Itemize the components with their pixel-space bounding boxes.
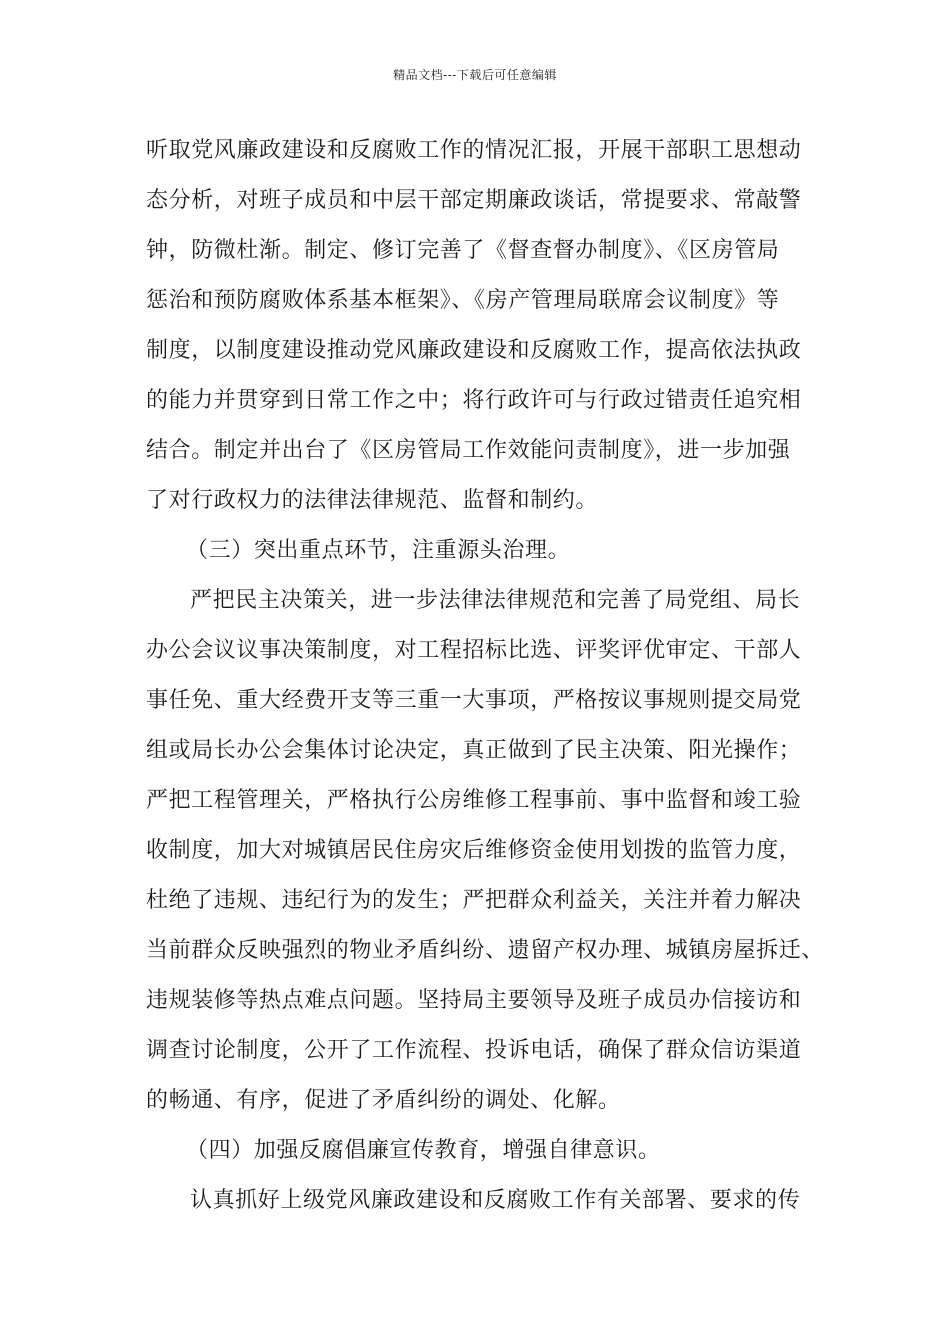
paragraph-line: 的畅通、有序，促进了矛盾纠纷的调处、化解。 bbox=[146, 1088, 621, 1113]
paragraph-line: 违规装修等热点难点问题。坚持局主要领导及班子成员办信接访和 bbox=[146, 988, 802, 1013]
paragraph-line: 结合。制定并出台了《区房管局工作效能问责制度》，进一步加强 bbox=[146, 438, 791, 463]
paragraph-line: 钟，防微杜渐。制定、修订完善了《督查督办制度》、《区房管局 bbox=[146, 238, 780, 263]
paragraph-line: 严把民主决策关，进一步法律法律规范和完善了局党组、局长 bbox=[190, 588, 801, 613]
paragraph-line: 组或局长办公会集体讨论决定，真正做到了民主决策、阳光操作； bbox=[146, 738, 802, 763]
paragraph-line: 认真抓好上级党风廉政建设和反腐败工作有关部署、要求的传 bbox=[190, 1188, 801, 1213]
section-heading: （四）加强反腐倡廉宣传教育，增强自律意识。 bbox=[186, 1138, 661, 1163]
paragraph-line: 态分析，对班子成员和中层干部定期廉政谈话，常提要求、常敲警 bbox=[146, 188, 802, 213]
paragraph-line: 收制度，加大对城镇居民住房灾后维修资金使用划拨的监管力度， bbox=[146, 838, 802, 863]
paragraph-line: 严把工程管理关，严格执行公房维修工程事前、事中监督和竣工验 bbox=[146, 788, 802, 813]
paragraph-line: 调查讨论制度，公开了工作流程、投诉电话，确保了群众信访渠道 bbox=[146, 1038, 802, 1063]
section-heading: （三）突出重点环节，注重源头治理。 bbox=[186, 538, 571, 563]
page-header: 精品文档---下载后可任意编辑 bbox=[393, 68, 557, 82]
paragraph-line: 事任免、重大经费开支等三重一大事项，严格按议事规则提交局党 bbox=[146, 688, 802, 713]
paragraph-line: 办公会议议事决策制度，对工程招标比选、评奖评优审定、干部人 bbox=[146, 638, 802, 663]
paragraph-line: 当前群众反映强烈的物业矛盾纠纷、遗留产权办理、城镇房屋拆迁、 bbox=[146, 938, 825, 963]
paragraph-line: 听取党风廉政建设和反腐败工作的情况汇报，开展干部职工思想动 bbox=[146, 138, 802, 163]
paragraph-line: 杜绝了违规、违纪行为的发生；严把群众利益关，关注并着力解决 bbox=[146, 888, 802, 913]
document-body bbox=[146, 126, 836, 1226]
paragraph-line: 制度，以制度建设推动党风廉政建设和反腐败工作，提高依法执政 bbox=[146, 338, 802, 363]
paragraph-line: 惩治和预防腐败体系基本框架》、《房产管理局联席会议制度》等 bbox=[146, 288, 780, 313]
paragraph-line: 了对行政权力的法律法律规范、监督和制约。 bbox=[146, 488, 599, 513]
paragraph-line: 的能力并贯穿到日常工作之中；将行政许可与行政过错责任追究相 bbox=[146, 388, 802, 413]
